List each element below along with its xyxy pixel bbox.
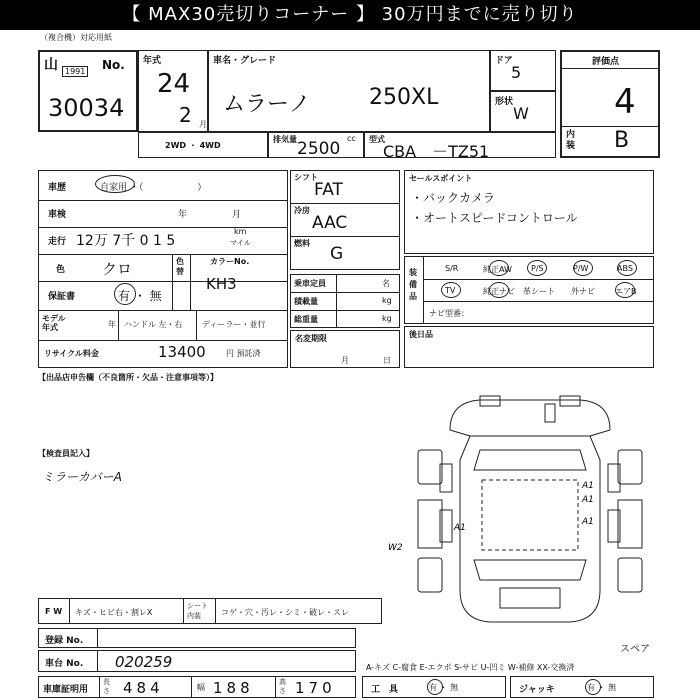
drive-box	[138, 132, 268, 158]
equip-leather: 革シート	[523, 287, 555, 296]
capacity-unit: 名	[382, 279, 390, 288]
year-value: 24	[157, 69, 191, 99]
model-year-label: モデル年式	[42, 314, 66, 332]
tools-value: 有 ・ 無	[429, 683, 459, 692]
equipment-label: 装備品	[409, 268, 417, 301]
equip-sr: S/R	[445, 264, 459, 273]
equip-abs-circle	[617, 260, 637, 276]
equipment-box	[404, 256, 654, 324]
chassis-box	[38, 650, 356, 672]
equip-ps-circle	[527, 260, 547, 276]
color-no-label: カラーNo.	[210, 257, 250, 266]
km-label: km	[234, 227, 247, 236]
dealer-value: ディーラー・並行	[202, 320, 266, 329]
sales-box	[404, 170, 654, 254]
equip-ext-navi: 外ナビ	[571, 287, 595, 296]
color-change-label: 色替	[176, 257, 184, 276]
jack-box	[510, 676, 654, 698]
equip-alloy: 純正AW	[483, 265, 512, 274]
sheet-subtitle: （複合機）対応用紙	[40, 33, 112, 42]
sales-label: セールスポイント	[409, 174, 473, 183]
width-value: 188	[213, 679, 254, 697]
cc-label: cc	[347, 134, 356, 143]
height-label: 高さ	[279, 678, 286, 695]
ac-value: AAC	[312, 213, 348, 233]
chassis-value: 020259	[115, 653, 173, 671]
color-value: クロ	[102, 260, 133, 278]
equip-tv: TV	[445, 286, 456, 295]
chassis-label: 車台 No.	[45, 659, 84, 669]
mark-right-front-door: A1	[582, 495, 594, 505]
equip-abs: ABS	[617, 264, 633, 273]
weight-unit: kg	[382, 314, 392, 323]
score-box	[560, 50, 660, 158]
equip-navi-circle	[489, 282, 509, 298]
month-value: 2	[179, 103, 192, 127]
displacement-box	[268, 132, 364, 158]
equip-ps: P/S	[531, 264, 544, 273]
recycle-label: リサイクル料金	[44, 349, 99, 358]
warranty-label: 保証書	[48, 292, 76, 302]
no-label: No.	[102, 58, 125, 72]
report-header: 【出品店申告欄（不良箇所・欠品・注意事項等）】	[38, 373, 218, 382]
month-label: 月	[199, 120, 207, 129]
registration-box	[38, 628, 356, 648]
fuel-label: 燃料	[294, 239, 310, 248]
warranty-circle	[114, 283, 136, 305]
door-label: ドア	[495, 56, 513, 66]
mileage-value: 12万 7千 0 1 5	[76, 233, 176, 249]
limit-box	[290, 330, 400, 368]
inspection-label: 車検	[48, 210, 67, 220]
model-code-box	[364, 132, 556, 161]
jack-label: ジャッキ	[519, 685, 555, 695]
fw-box	[38, 598, 382, 624]
recycle-unit: 円 預託済	[226, 349, 261, 358]
certificate-box	[38, 676, 356, 698]
pref-code: 1991	[62, 66, 88, 77]
shape-value: W	[513, 104, 529, 123]
inspection-value: 年 月	[178, 210, 242, 220]
lot-box	[38, 50, 138, 132]
limit-unit-month: 月	[341, 356, 349, 365]
later-items-label: 後日品	[409, 330, 433, 339]
equip-airbag: エアB	[615, 287, 637, 296]
certificate-label: 車庫証明用	[43, 685, 89, 695]
car-diagram	[388, 390, 650, 630]
history-label: 車歴	[48, 183, 67, 193]
registration-label: 登録 No.	[45, 636, 84, 646]
tools-circle	[427, 679, 443, 695]
shape-box	[490, 91, 556, 132]
equip-tv-circle	[441, 282, 461, 298]
navi-model-label: ナビ型番：	[429, 309, 469, 318]
recycle-value: 13400	[158, 343, 206, 361]
seat-items: コゲ・穴・汚レ・シミ・破レ・スレ	[221, 608, 349, 617]
interior-label: 内装	[566, 130, 576, 151]
model-year-unit: 年	[108, 320, 116, 329]
sales-point-1: ・バックカメラ	[411, 191, 496, 205]
lot-number: 30034	[48, 94, 125, 122]
length-label: 長さ	[103, 678, 110, 695]
warranty-value: 有 ・ 無	[118, 289, 162, 303]
fw-items: キズ・ヒビ右・割レX	[75, 608, 153, 617]
model-code-label: 型式	[369, 135, 385, 144]
door-box	[490, 50, 556, 91]
width-label: 幅	[197, 683, 205, 692]
spare-label: スペア	[620, 644, 650, 655]
tools-box	[362, 676, 506, 698]
equip-pw: P/W	[573, 264, 589, 273]
mile-label: マイル	[230, 239, 251, 247]
equip-alloy-circle	[489, 260, 509, 276]
equip-pw-circle	[573, 260, 593, 276]
model-code-value: CBA －TZ51	[383, 142, 490, 161]
name-label: 車名・グレード	[213, 56, 277, 66]
mark-right-rear-door: A1	[582, 517, 594, 527]
weight-label: 総重量	[294, 315, 318, 324]
year-box	[138, 50, 208, 132]
history-circle	[95, 175, 135, 193]
score-label: 評価点	[592, 57, 620, 67]
name-box	[208, 50, 490, 132]
mark-left-door: A1	[454, 523, 466, 533]
tools-label: 工 具	[371, 685, 399, 695]
capacity-label: 乗車定員	[294, 279, 326, 288]
color-no-value: KH3	[206, 275, 237, 293]
ac-label: 冷房	[294, 206, 310, 215]
damage-legend: A-キズ C-腐食 E-エクボ S-サビ U-凹ミ W-補修 XX-交換済	[366, 663, 575, 672]
fw-label: F W	[45, 607, 63, 616]
shape-label: 形状	[495, 97, 514, 107]
load-label: 積載量	[294, 297, 318, 306]
car-grade: 250XL	[369, 85, 439, 110]
sales-point-2: ・オートスピードコントロール	[411, 211, 578, 225]
score-value: 4	[614, 82, 636, 122]
height-value: 170	[295, 679, 336, 697]
mark-left-fender: W2	[388, 543, 403, 553]
inspector-note: ミラーカバーA	[42, 470, 122, 484]
limit-unit-day: 日	[383, 356, 391, 365]
jack-value: 有 ・ 無	[587, 683, 617, 692]
displacement-label: 排気量	[273, 135, 297, 144]
shift-label: シフト	[294, 173, 318, 182]
later-items-box	[404, 326, 654, 368]
length-value: 484	[123, 679, 164, 697]
history-value: 自家用 ・（ ）	[100, 183, 207, 193]
car-name: ムラーノ	[223, 92, 311, 117]
year-label: 年式	[143, 56, 162, 66]
mark-right-fender: A1	[582, 481, 594, 491]
equip-navi: 純正ナビ	[483, 287, 515, 296]
limit-label: 名変期限	[295, 334, 327, 343]
jack-circle	[585, 679, 601, 695]
pref-label: 山	[44, 57, 58, 73]
seat-label: シート内装	[187, 602, 208, 620]
shift-value: FAT	[314, 180, 343, 200]
drive-value: 2WD ・ 4WD	[165, 141, 221, 150]
door-value: 5	[511, 63, 522, 82]
fuel-value: G	[330, 244, 344, 264]
load-unit: kg	[382, 296, 392, 305]
interior-value: B	[614, 128, 630, 153]
equip-airbag-circle	[615, 282, 635, 298]
mileage-label: 走行	[48, 237, 67, 247]
banner: 【 MAX30売切りコーナー 】 30万円までに売り切り	[0, 0, 700, 30]
inspector-header: 【検査員記入】	[38, 449, 94, 458]
color-label: 色	[56, 265, 66, 275]
handle-value: ハンドル 左・右	[124, 320, 183, 329]
displacement-value: 2500	[297, 139, 341, 159]
